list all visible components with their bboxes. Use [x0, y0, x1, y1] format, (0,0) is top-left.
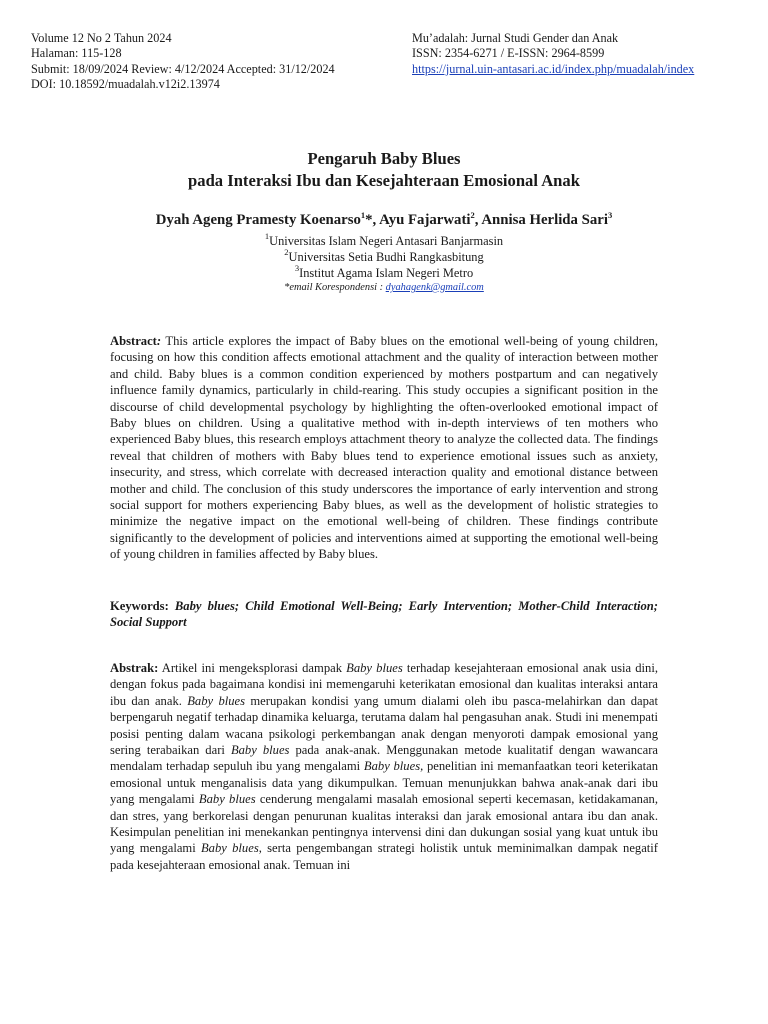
keywords-text: Baby blues; Child Emotional Well-Being; Early Intervention; Mother-Child Interaction; Social Support [110, 599, 658, 630]
affiliation-1: $^1$Universitas Islam Negeri Antasari Banjarmasin [264, 231, 504, 248]
affiliation-2: $^2$Universitas Setia Budhi Rangkasbitung [284, 247, 484, 264]
journal-url-link[interactable]: https://jurnal.uin-antasari.ac.id/index.php/muadalah/index [412, 61, 695, 76]
author-3-affiliation-mark: 3 [607, 210, 613, 220]
corresponding-mark: *, [365, 212, 380, 228]
issn: ISSN: 2354-6271 / E-ISSN: 2964-8599 [412, 46, 605, 61]
page-range: Halaman: 115-128 [31, 46, 122, 61]
abstrak-label: Abstrak: [110, 661, 159, 675]
keywords-label: Keywords: [110, 599, 175, 613]
correspondence-line [0, 281, 768, 294]
correspondence-email-link[interactable]: dyahagenk@gmail.com [385, 282, 484, 293]
author-separator: , [474, 212, 482, 228]
author-list [0, 211, 768, 230]
title-line-2: pada Interaksi Ibu dan Kesejahteraan Emosional Anak [188, 171, 580, 190]
author-1: Dyah Ageng Pramesty Koenarso [155, 212, 361, 228]
abstract-colon: : [156, 334, 162, 348]
article-title [0, 148, 768, 192]
journal-name: Mu’adalah: Jurnal Studi Gender dan Anak [412, 31, 619, 45]
header-left [31, 31, 335, 93]
abstract-english-text: This article explores the impact of Baby blues on the emotional well-being of young children, focusing on how this condition affects emotional attachment and the quality of interaction between mother and child. Baby blues is a common condition experienced by mothers postpartum and can negatively influence family dynamics, particularly in child-rearing. This study occupies a significant position in the discourse of child developmental psychology by highlighting the often-overlooked emotional impact of Baby blues on children. Using a qualitative method with in-depth interviews of ten mothers who experienced Baby blues, this research employs attachment theory to analyze the collected data. The findings reveal that children of mothers with Baby blues tend to experience emotional issues such as anxiety, insecurity, and stress, which correlate with decreased interaction quality and emotional distance between mother and child. The conclusion of this study underscores the importance of early intervention and strong social support for mothers experiencing Baby blues, as well as the development of holistic strategies to minimize the negative impact on the emotional well-being of children. These findings contribute significantly to the development of policies and interventions aimed at supporting the emotional well-being of young children in families affected by Baby blues. [110, 334, 658, 562]
affiliation-3: $^3$Institut Agama Islam Negeri Metro [294, 263, 474, 280]
abstract-indonesian: Abstrak: Artikel ini mengeksplorasi dampak Baby blues terhadap kesejahteraan emosional anak usia dini, dengan fokus pada bagaimana kondisi ini memengaruhi keterikatan emosional dan kualitas interaksi antara ibu dan anak. Baby blues merupakan kondisi yang umum dialami oleh ibu pasca-melahirkan dan dapat berpengaruh negatif terhadap dinamika keluarga, terutama dalam hal pengasuhan anak. Studi ini menempati posisi penting dalam wacana psikologi perkembangan anak dengan menyoroti dampak emosional yang sering terabaikan dari Baby blues pada anak-anak. Menggunakan metode kualitatif dengan wawancara mendalam terhadap sepuluh ibu yang mengalami Baby blues, penelitian ini memanfaatkan teori keterikatan emosional untuk menganalisis data yang dikumpulkan. Temuan menunjukkan bahwa anak-anak dari ibu yang mengalami Baby blues cenderung mengalami masalah emosional seperti kecemasan, ketidakamanan, dan stres, yang berkorelasi dengan penurunan kualitas interaksi dan jarak emosional antara ibu dan anak. Kesimpulan penelitian ini menekankan pentingnya intervensi dini dan dukungan sosial yang kuat untuk ibu yang mengalami Baby blues, serta pengembangan strategi holistik untuk meminimalkan dampak negatif pada kesejahteraan emosional anak. Temuan ini [110, 661, 659, 872]
submission-dates: Submit: 18/09/2024 Review: 4/12/2024 Accepted: 31/12/2024 [31, 61, 335, 76]
author-2: Ayu Fajarwati [379, 212, 471, 228]
doi: DOI: 10.18592/muadalah.v12i2.13974 [31, 77, 220, 92]
title-line-1: Pengaruh Baby Blues [307, 149, 461, 168]
abstract-label: Abstract [110, 334, 157, 348]
abstract-english [110, 333, 658, 563]
header-right [412, 31, 694, 77]
author-1-affiliation-mark: 1 [360, 210, 366, 220]
author-2-affiliation-mark: 2 [470, 210, 475, 220]
keywords [110, 598, 658, 631]
correspondence-label: *email Korespondensi : [284, 282, 386, 293]
author-3: Annisa Herlida Sari [481, 212, 608, 228]
volume-info: Volume 12 No 2 Tahun 2024 [31, 31, 172, 45]
